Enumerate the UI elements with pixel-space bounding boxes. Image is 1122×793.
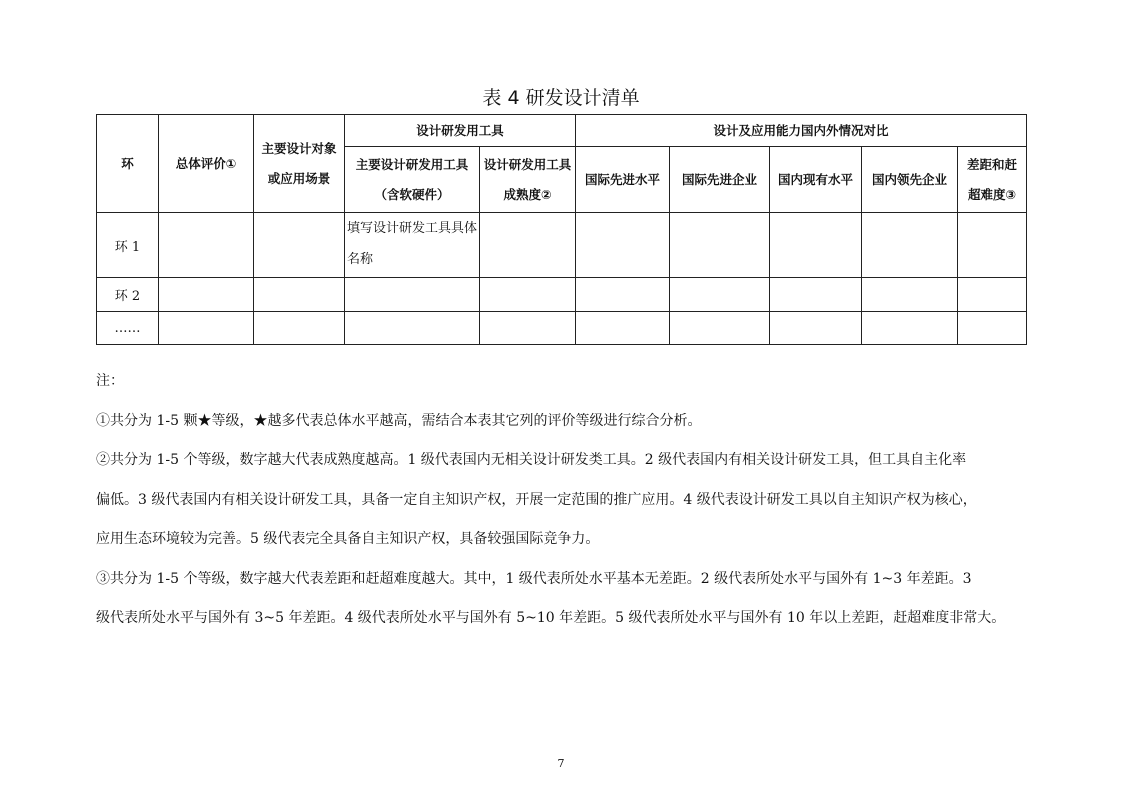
note-1: ①共分为 1-5 颗★等级，★越多代表总体水平越高，需结合本表其它列的评价等级进行综合分析。 [96,412,702,429]
header-design-object-line2: 或应用场景 [267,170,331,186]
header-main-tools-line1: 主要设计研发用工具 [355,156,469,172]
cell-gap [958,213,1027,278]
cell-maturity [480,312,576,345]
header-intl-level: 国际先进水平 [576,147,670,213]
cell-gap [958,278,1027,312]
cell-domestic-company [862,213,958,278]
cell-intl-company [670,312,770,345]
page-number: 7 [557,757,565,770]
header-gap-line1: 差距和赶 [967,156,1018,172]
cell-overall [159,278,254,312]
cell-intl-level [576,278,670,312]
notes-section [96,362,1032,639]
row-label: 环 1 [97,213,159,278]
cell-intl-level [576,312,670,345]
note-2-line2: 偏低。3 级代表国内有相关设计研发工具，具备一定自主知识产权，开展一定范围的推广应用。4 级代表设计研发工具以自主知识产权为核心， [96,491,977,508]
header-overall-rating: 总体评价① [159,115,254,213]
table-row [97,213,1027,278]
cell-intl-level [576,213,670,278]
cell-overall [159,213,254,278]
header-gap-difficulty [958,147,1027,213]
table-row [97,312,1027,345]
header-design-object [254,115,345,213]
cell-object [254,312,345,345]
note-3-line2: 级代表所处水平与国外有 3~5 年差距。4 级代表所处水平与国外有 5~10 年差距。5 级代表所处水平与国外有 10 年以上差距，赶超难度非常大。 [96,610,1006,626]
cell-object [254,278,345,312]
header-group-comparison: 设计及应用能力国内外情况对比 [576,115,1027,147]
cell-gap [958,312,1027,345]
header-intl-company: 国际先进企业 [670,147,770,213]
cell-domestic-company [862,312,958,345]
header-domestic-company: 国内领先企业 [862,147,958,213]
cell-overall [159,312,254,345]
cell-tool-hint [345,278,480,312]
note-2-line3: 应用生态环境较为完善。5 级代表完全具备自主知识产权，具备较强国际竞争力。 [96,531,600,547]
table-row [97,278,1027,312]
header-tool-maturity [480,147,576,213]
row-label: …… [97,312,159,345]
cell-domestic-company [862,278,958,312]
header-domestic-level: 国内现有水平 [770,147,862,213]
header-ring: 环 [97,115,159,213]
cell-tool-hint [345,312,480,345]
notes-heading: 注： [96,373,124,389]
cell-domestic-level [770,213,862,278]
row-label: 环 2 [97,278,159,312]
cell-domestic-level [770,312,862,345]
cell-tool-hint: 填写设计研发工具具体名称 [345,213,480,278]
cell-object [254,213,345,278]
note-3-line1: ③共分为 1-5 个等级，数字越大代表差距和赶超难度越大。其中，1 级代表所处水平基本无差距。2 级代表所处水平与国外有 1~3 年差距。3 [96,570,972,587]
header-tool-maturity-line1: 设计研发用工具 [483,156,572,172]
table-title: 表 4 研发设计清单 [482,87,640,109]
cell-maturity [480,213,576,278]
header-main-tools [345,147,480,213]
header-gap-line2: 超难度③ [967,186,1017,202]
cell-intl-company [670,278,770,312]
header-design-object-line1: 主要设计对象 [261,140,337,156]
rd-design-table [96,114,1027,345]
header-tool-maturity-line2: 成熟度② [503,186,552,202]
cell-maturity [480,278,576,312]
cell-intl-company [670,213,770,278]
header-group-tools: 设计研发用工具 [345,115,576,147]
note-2-line1: ②共分为 1-5 个等级，数字越大代表成熟度越高。1 级代表国内无相关设计研发类工具。2 级代表国内有相关设计研发工具，但工具自主化率 [96,452,967,468]
header-main-tools-line2: （含软硬件） [374,186,450,202]
cell-domestic-level [770,278,862,312]
